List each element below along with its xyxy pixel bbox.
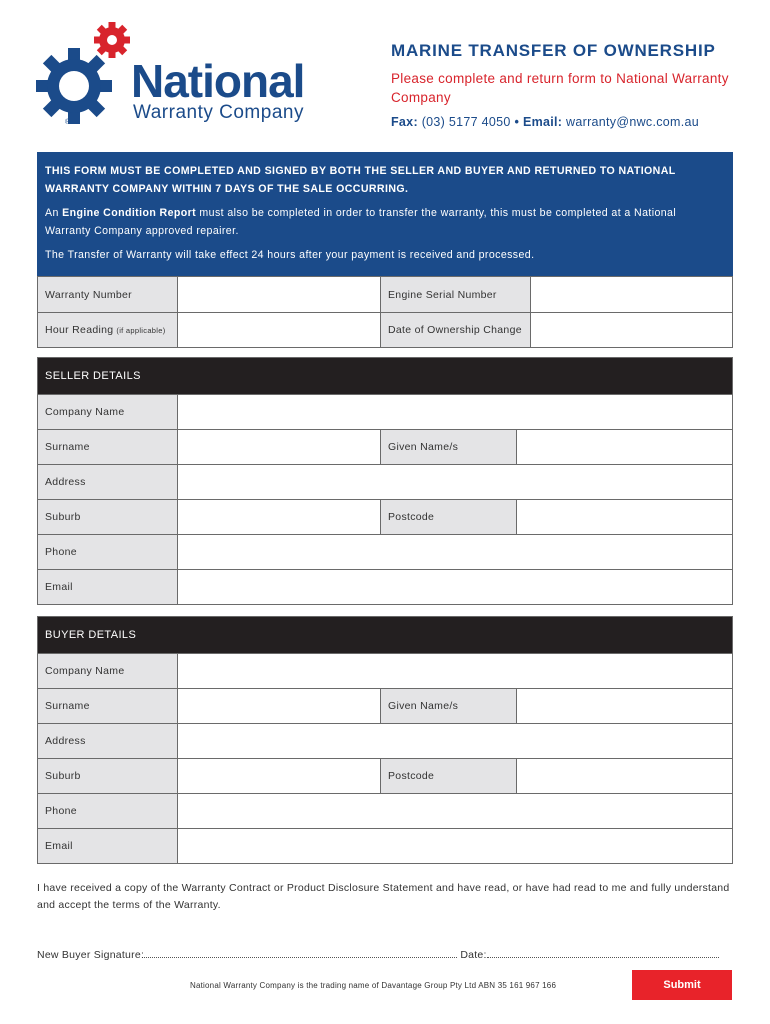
seller-address-label: Address bbox=[38, 465, 177, 499]
seller-company-label: Company Name bbox=[38, 395, 177, 429]
seller-given-label: Given Name/s bbox=[380, 430, 516, 464]
footer-text: National Warranty Company is the trading name of Davantage Group Pty Ltd ABN 35 161 967 166 bbox=[190, 981, 557, 990]
engine-serial-field[interactable] bbox=[530, 277, 732, 312]
logo-wordmark: National bbox=[131, 55, 305, 107]
notice-engine-report: An Engine Condition Report must also be completed in order to transfer the warranty, this must be completed at a National Warranty Company approved repairer. bbox=[45, 207, 677, 237]
signature-field[interactable] bbox=[144, 948, 457, 958]
buyer-given-label: Given Name/s bbox=[380, 689, 516, 723]
seller-postcode-label: Postcode bbox=[380, 500, 516, 534]
table-row bbox=[38, 499, 732, 534]
table-row bbox=[38, 534, 732, 569]
buyer-address-label: Address bbox=[38, 724, 177, 758]
page-subtitle: Please complete and return form to National Warranty Company bbox=[391, 71, 729, 105]
buyer-email-field[interactable] bbox=[177, 829, 732, 863]
gear-icon bbox=[36, 20, 136, 130]
seller-phone-field[interactable] bbox=[177, 535, 732, 569]
buyer-phone-label: Phone bbox=[38, 794, 177, 828]
table-row bbox=[38, 312, 732, 347]
seller-suburb-field[interactable] bbox=[177, 500, 380, 534]
buyer-address-field[interactable] bbox=[177, 724, 732, 758]
page-title: MARINE TRANSFER OF OWNERSHIP bbox=[391, 41, 716, 60]
table-row bbox=[38, 758, 732, 793]
engine-report-bold: Engine Condition Report bbox=[62, 207, 197, 219]
buyer-table bbox=[37, 616, 733, 864]
seller-address-field[interactable] bbox=[177, 465, 732, 499]
buyer-surname-field[interactable] bbox=[177, 689, 380, 723]
seller-email-field[interactable] bbox=[177, 570, 732, 604]
date-field[interactable] bbox=[487, 948, 719, 958]
buyer-company-field[interactable] bbox=[177, 654, 732, 688]
buyer-given-field[interactable] bbox=[516, 689, 732, 723]
fax-label: Fax: bbox=[391, 115, 418, 129]
warranty-number-label: Warranty Number bbox=[38, 277, 177, 312]
seller-email-label: Email bbox=[38, 570, 177, 604]
buyer-surname-label: Surname bbox=[38, 689, 177, 723]
seller-surname-field[interactable] bbox=[177, 430, 380, 464]
hour-reading-label: Hour Reading (if applicable) bbox=[38, 313, 177, 347]
seller-postcode-field[interactable] bbox=[516, 500, 732, 534]
buyer-postcode-field[interactable] bbox=[516, 759, 732, 793]
table-row bbox=[38, 828, 732, 863]
hour-reading-field[interactable] bbox=[177, 313, 380, 347]
buyer-company-label: Company Name bbox=[38, 654, 177, 688]
buyer-suburb-label: Suburb bbox=[38, 759, 177, 793]
seller-phone-label: Phone bbox=[38, 535, 177, 569]
table-row bbox=[38, 464, 732, 499]
table-row bbox=[38, 793, 732, 828]
logo-tagline: Warranty Company bbox=[133, 102, 304, 123]
signature-label: New Buyer Signature: bbox=[37, 949, 145, 961]
signature-line bbox=[37, 948, 719, 961]
fax-value: (03) 5177 4050 bbox=[421, 115, 511, 129]
seller-given-field[interactable] bbox=[516, 430, 732, 464]
date-label: Date: bbox=[460, 949, 487, 961]
seller-surname-label: Surname bbox=[38, 430, 177, 464]
table-row bbox=[38, 723, 732, 758]
date-change-label: Date of Ownership Change bbox=[380, 313, 530, 347]
contact-line bbox=[391, 115, 699, 129]
hour-reading-note: (if applicable) bbox=[116, 325, 166, 335]
separator: • bbox=[514, 115, 520, 129]
buyer-heading: BUYER DETAILS bbox=[38, 617, 732, 653]
logo bbox=[36, 20, 336, 130]
seller-table bbox=[37, 357, 733, 605]
buyer-postcode-label: Postcode bbox=[380, 759, 516, 793]
warranty-number-field[interactable] bbox=[177, 277, 380, 312]
seller-heading: SELLER DETAILS bbox=[38, 358, 732, 394]
table-row bbox=[38, 277, 732, 312]
email-value[interactable]: warranty@nwc.com.au bbox=[566, 115, 700, 129]
seller-company-field[interactable] bbox=[177, 395, 732, 429]
buyer-phone-field[interactable] bbox=[177, 794, 732, 828]
notice-box bbox=[37, 152, 733, 276]
seller-suburb-label: Suburb bbox=[38, 500, 177, 534]
table-row bbox=[38, 653, 732, 688]
table-row bbox=[38, 394, 732, 429]
table-row bbox=[38, 688, 732, 723]
notice-effect: The Transfer of Warranty will take effect 24 hours after your payment is received and processed. bbox=[45, 249, 535, 261]
engine-serial-label: Engine Serial Number bbox=[380, 277, 530, 312]
email-label: Email: bbox=[522, 115, 563, 129]
submit-button[interactable]: Submit bbox=[632, 970, 732, 1000]
registered-mark: ® bbox=[65, 119, 71, 126]
buyer-email-label: Email bbox=[38, 829, 177, 863]
notice-caps: THIS FORM MUST BE COMPLETED AND SIGNED BY BOTH THE SELLER AND BUYER AND RETURNED TO NATIONAL WARRANTY COMPANY WITHIN 7 DAYS OF THE SALE OCCURRING. bbox=[45, 165, 676, 195]
declaration-text: I have received a copy of the Warranty Contract or Product Disclosure Statement and have read, or have had read to me and fully understand and accept the terms of the Warranty. bbox=[37, 882, 730, 911]
date-change-field[interactable] bbox=[530, 313, 732, 347]
table-row bbox=[38, 569, 732, 604]
general-table bbox=[37, 276, 733, 348]
buyer-suburb-field[interactable] bbox=[177, 759, 380, 793]
table-row bbox=[38, 429, 732, 464]
